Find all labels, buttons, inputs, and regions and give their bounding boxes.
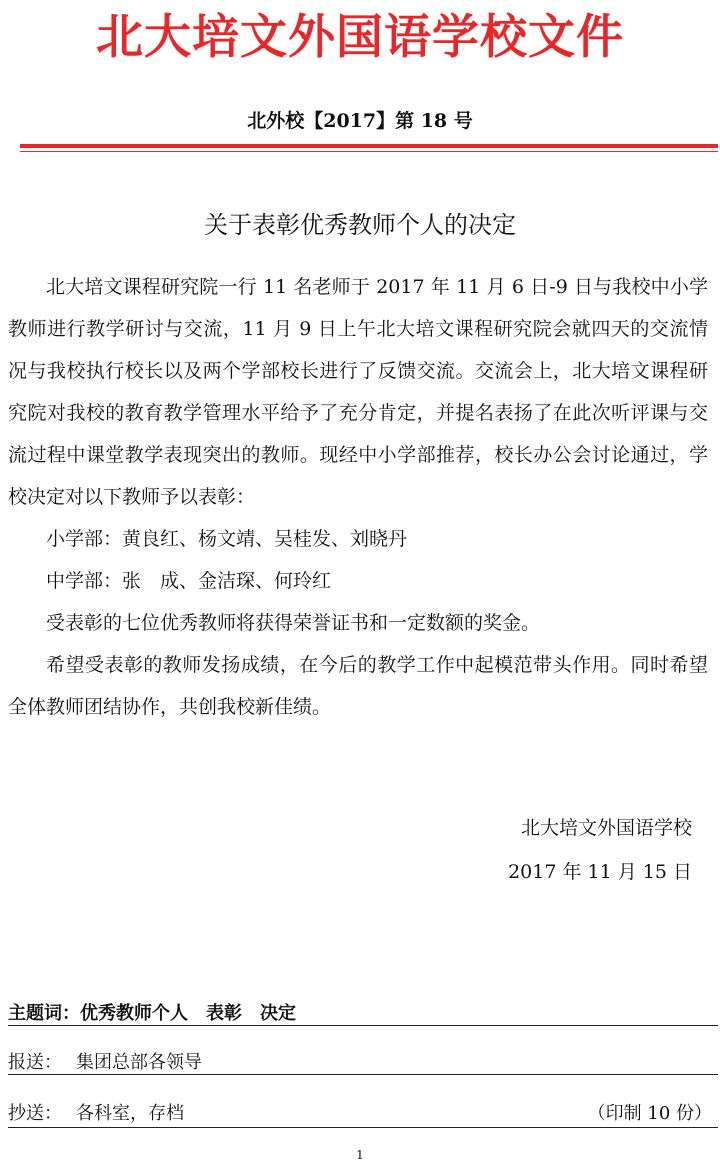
signature-organization: 北大培文外国语学校	[520, 817, 692, 839]
body-paragraph-primary-school: 小学部：黄良红、杨文靖、吴桂发、刘晓丹	[46, 528, 408, 550]
header-red-rule-thick	[20, 144, 718, 148]
body-paragraph-closing: 希望受表彰的教师发扬成绩，在今后的教学工作中起模范带头作用。同时希望全体教师团结协作，共创我校新佳绩。	[8, 654, 708, 718]
body-paragraph-intro: 北大培文课程研究院一行 11 名老师于 2017 年 11 月 6 日-9 日与我校中小学教师进行教学研讨与交流，11 月 9 日上午北大培文课程研究院会就四天的交流情况与我校执行校长以及两个学部校长进行了反馈交流。交流会上，北大培文课程研究院对我校的教育教学管理水平给予了充分肯定，并提名表扬了在此次听评课与交流过程中课堂教学表现突出的教师。现经中小学部推荐，校长办公会讨论通过，学校决定对以下教师予以表彰：	[8, 276, 708, 508]
footer-divider	[8, 1025, 718, 1026]
keywords-label: 主题词：	[8, 1003, 80, 1024]
footer-divider	[8, 1127, 718, 1128]
footer-keywords-row	[8, 1001, 718, 1027]
footer-cc-row	[8, 1101, 718, 1127]
report-label: 报送：	[8, 1052, 62, 1073]
document-title: 关于表彰优秀教师个人的决定	[204, 211, 516, 239]
body-paragraph-middle-school: 中学部：张 成、金洁琛、何玲红	[46, 570, 332, 592]
report-value: 集团总部各领导	[76, 1052, 202, 1073]
keywords-value: 优秀教师个人 表彰 决定	[80, 1003, 296, 1024]
document-number: 北外校【2017】第 18 号	[247, 110, 473, 132]
page-number: 1	[356, 1148, 364, 1162]
footer-divider	[8, 1074, 718, 1075]
signature-date: 2017 年 11 月 15 日	[508, 861, 692, 883]
issuing-org-title: 北大培文外国语学校文件	[96, 10, 624, 65]
print-count: （印制 10 份）	[587, 1103, 712, 1124]
document-body	[8, 266, 708, 728]
body-paragraph-award: 受表彰的七位优秀教师将获得荣誉证书和一定数额的奖金。	[46, 612, 541, 634]
footer-report-row	[8, 1050, 718, 1076]
cc-value: 各科室，存档	[76, 1103, 184, 1124]
header-red-rule-thin	[20, 151, 718, 152]
cc-label: 抄送：	[8, 1103, 62, 1124]
